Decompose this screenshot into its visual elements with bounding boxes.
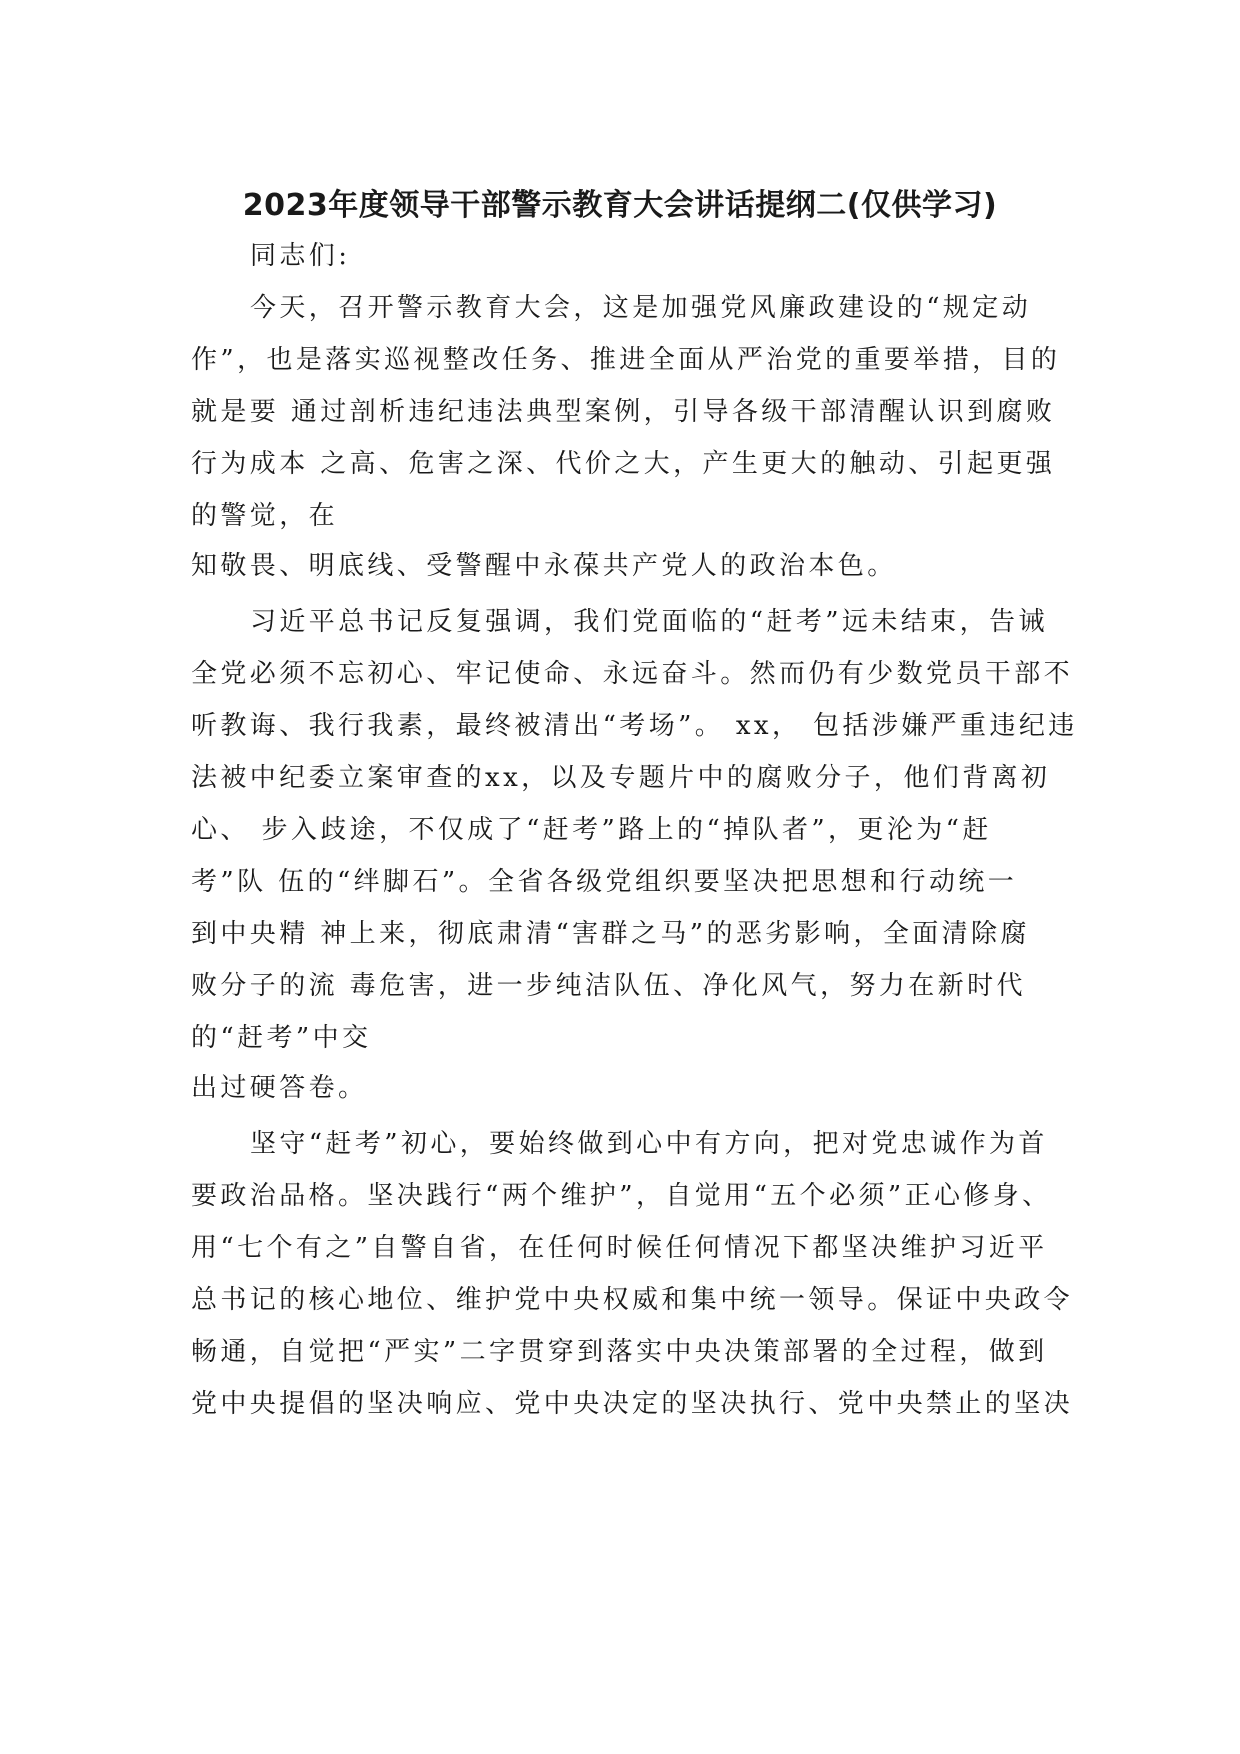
paragraph-3-line-3: 用“七个有之”自警自省，在任何时候任何情况下都坚决维护习近平 bbox=[191, 1233, 1048, 1263]
paragraph-1-line-5: 的警觉，在 bbox=[191, 501, 339, 531]
paragraph-2-line-9: 的“赶考”中交 bbox=[191, 1023, 372, 1053]
paragraph-2-line-1: 习近平总书记反复强调，我们党面临的“赶考”远未结束，告诫 bbox=[250, 607, 1048, 637]
paragraph-1-line-3: 就是要 通过剖析违纪违法典型案例，引导各级干部清醒认识到腐败 bbox=[191, 397, 1056, 427]
paragraph-1-line-2: 作”，也是落实巡视整改任务、推进全面从严治党的重要举措，目的 bbox=[191, 345, 1061, 375]
paragraph-2-line-8: 败分子的流 毒危害，进一步纯洁队伍、净化风气，努力在新时代 bbox=[191, 971, 1026, 1001]
paragraph-2-line-3: 听教诲、我行我素，最终被清出“考场”。 xx， 包括涉嫌严重违纪违 bbox=[191, 711, 1078, 741]
paragraph-2-line-2: 全党必须不忘初心、牢记使命、永远奋斗。然而仍有少数党员干部不 bbox=[191, 659, 1074, 689]
paragraph-3-line-5: 畅通，自觉把“严实”二字贯穿到落实中央决策部署的全过程，做到 bbox=[191, 1337, 1048, 1367]
paragraph-2-line-10: 出过硬答卷。 bbox=[191, 1073, 368, 1103]
paragraph-2-line-6: 考”队 伍的“绊脚石”。全省各级党组织要坚决把思想和行动统一 bbox=[191, 867, 1018, 897]
paragraph-2-line-4: 法被中纪委立案审查的xx，以及专题片中的腐败分子，他们背离初 bbox=[191, 763, 1051, 793]
paragraph-1-line-6: 知敬畏、明底线、受警醒中永葆共产党人的政治本色。 bbox=[191, 551, 897, 581]
paragraph-3-line-4: 总书记的核心地位、维护党中央权威和集中统一领导。保证中央政令 bbox=[191, 1285, 1074, 1315]
paragraph-1-line-1: 今天，召开警示教育大会，这是加强党风廉政建设的“规定动 bbox=[250, 293, 1032, 323]
paragraph-2-line-7: 到中央精 神上来，彻底肃清“害群之马”的恶劣影响，全面清除腐 bbox=[191, 919, 1030, 949]
paragraph-1-line-4: 行为成本 之高、危害之深、代价之大，产生更大的触动、引起更强 bbox=[191, 449, 1056, 479]
document-title: 2023年度领导干部警示教育大会讲话提纲二(仅供学习) bbox=[242, 188, 998, 223]
paragraph-3-line-1: 坚守“赶考”初心，要始终做到心中有方向，把对党忠诚作为首 bbox=[250, 1129, 1048, 1159]
paragraph-2-line-5: 心、 步入歧途，不仅成了“赶考”路上的“掉队者”，更沦为“赶 bbox=[191, 815, 992, 845]
paragraph-3-line-2: 要政治品格。坚决践行“两个维护”，自觉用“五个必须”正心修身、 bbox=[191, 1181, 1052, 1211]
paragraph-3-line-6: 党中央提倡的坚决响应、党中央决定的坚决执行、党中央禁止的坚决 bbox=[191, 1389, 1074, 1419]
salutation-line: 同志们: bbox=[250, 241, 351, 271]
